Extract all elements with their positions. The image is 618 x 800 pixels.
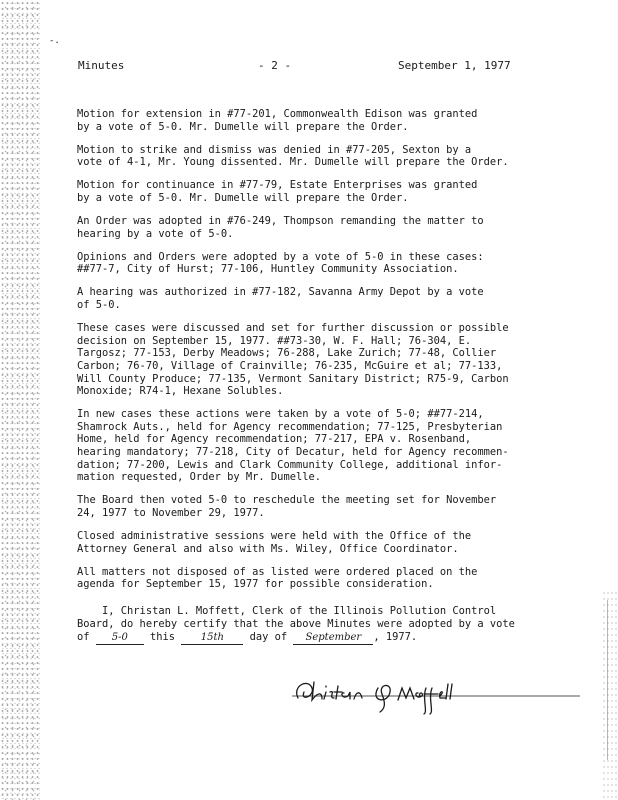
- paragraph-line: Targosz; 77-153, Derby Meadows; 76-288, Lake Zurich; 77-48, Collier: [77, 347, 497, 360]
- paragraph-line: Motion to strike and dismiss was denied in #77-205, Sexton by a: [77, 143, 472, 156]
- paragraph-line: Closed administrative sessions were held with the Office of the: [77, 529, 472, 542]
- paragraph-line: A hearing was authorized in #77-182, Savanna Army Depot by a vote: [77, 286, 484, 299]
- paragraph-line: All matters not disposed of as listed were ordered placed on the: [77, 565, 478, 578]
- certification-text: this: [143, 631, 182, 643]
- certification-text: , 1977.: [373, 631, 418, 643]
- paragraph-line: The Board then voted 5-0 to reschedule the meeting set for November: [77, 494, 497, 507]
- signature-text: Christan L. Moffett: [290, 716, 302, 717]
- minutes-body: [77, 108, 577, 601]
- paragraph-line: Opinions and Orders were adopted by a vote of 5-0 in these cases:: [77, 250, 484, 263]
- month-fill: September: [293, 631, 373, 645]
- paragraph: [77, 179, 577, 204]
- certification-text: of: [77, 631, 96, 643]
- paragraph-line: agenda for September 15, 1977 for possible consideration.: [77, 578, 434, 591]
- clerk-certification: [77, 605, 597, 645]
- paragraph-line: Motion for continuance in #77-79, Estate Enterprises was granted: [77, 179, 478, 192]
- paragraph-line: Carbon; 76-70, Village of Crainville; 76-235, McGuire et al; 77-133,: [77, 359, 503, 372]
- header-date: September 1, 1977: [398, 59, 511, 72]
- paragraph: [77, 251, 577, 276]
- signature-graphic: [290, 668, 590, 718]
- paragraph: [77, 530, 577, 555]
- certification-line: I, Christan L. Moffett, Clerk of the Illinois Pollution Control: [77, 605, 497, 617]
- paragraph: [77, 566, 577, 591]
- scan-mark: -.: [49, 36, 60, 46]
- paragraph-line: by a vote of 5-0. Mr. Dumelle will prepare the Order.: [77, 191, 409, 204]
- paragraph: [77, 215, 577, 240]
- scan-edge-noise-right: [602, 590, 618, 800]
- paragraph-line: of 5-0.: [77, 299, 121, 312]
- vote-fill: 5-0: [96, 631, 144, 645]
- paragraph: [77, 108, 577, 133]
- paragraph-line: Will County Produce; 77-135, Vermont Sanitary District; R75-9, Carbon: [77, 372, 509, 385]
- paragraph-line: mation requested, Order by Mr. Dumelle.: [77, 471, 321, 484]
- paragraph-line: Monoxide; R74-1, Hexane Solubles.: [77, 385, 284, 398]
- paragraph-line: 24, 1977 to November 29, 1977.: [77, 506, 265, 519]
- certification-line: Board, do hereby certify that the above Minutes were adopted by a vote: [77, 618, 515, 630]
- paragraph-line: vote of 4-1, Mr. Young dissented. Mr. Dumelle will prepare the Order.: [77, 156, 509, 169]
- paragraph-line: Shamrock Auts., held for Agency recommendation; 77-125, Presbyterian: [77, 420, 503, 433]
- scan-margin-line: [607, 600, 608, 760]
- paragraph-line: Home, held for Agency recommendation; 77-217, EPA v. Rosenband,: [77, 433, 472, 446]
- paragraph-line: hearing by a vote of 5-0.: [77, 227, 234, 240]
- paragraph-line: Attorney General and also with Ms. Wiley, Office Coordinator.: [77, 542, 459, 555]
- paragraph-line: ##77-7, City of Hurst; 77-106, Huntley Community Association.: [77, 263, 459, 276]
- paragraph-line: Motion for extension in #77-201, Commonwealth Edison was granted: [77, 108, 478, 120]
- paragraph-line: decision on September 15, 1977. ##73-30, W. F. Hall; 76-304, E.: [77, 334, 472, 347]
- paragraph-line: dation; 77-200, Lewis and Clark Community College, additional infor-: [77, 458, 503, 471]
- paragraph-line: An Order was adopted in #76-249, Thompson remanding the matter to: [77, 215, 484, 228]
- header-title: Minutes: [78, 59, 125, 72]
- clerk-signature: [290, 668, 590, 722]
- paragraph-line: hearing mandatory; 77-218, City of Decatur, held for Agency recommen-: [77, 445, 509, 458]
- paragraph: [77, 494, 577, 519]
- paragraph: [77, 322, 577, 398]
- paragraph-line: by a vote of 5-0. Mr. Dumelle will prepare the Order.: [77, 120, 409, 133]
- paragraph-line: These cases were discussed and set for further discussion or possible: [77, 322, 509, 335]
- page-number: - 2 -: [258, 59, 292, 72]
- paragraph: [77, 286, 577, 311]
- paragraph-line: In new cases these actions were taken by a vote of 5-0; ##77-214,: [77, 408, 484, 421]
- paragraph: [77, 144, 577, 169]
- certification-text: day of: [243, 631, 294, 643]
- day-fill: 15th: [181, 631, 243, 645]
- paragraph: [77, 408, 577, 484]
- scan-edge-noise: [0, 0, 40, 800]
